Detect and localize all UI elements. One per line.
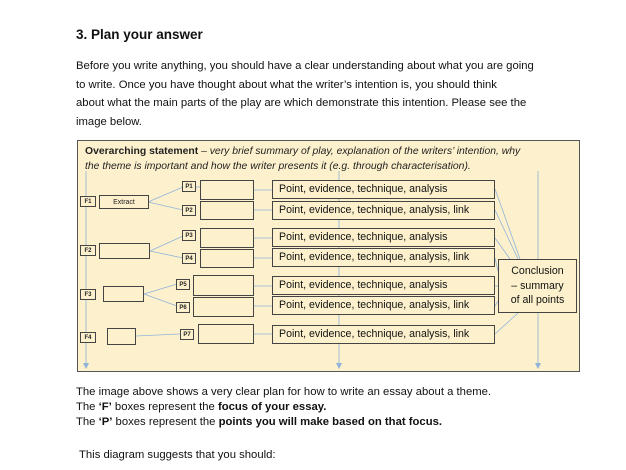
f-box: [107, 328, 136, 345]
explanation-line: [76, 415, 491, 430]
focus-text: focus of your essay.: [217, 401, 327, 413]
f-box-label: F1: [80, 196, 96, 207]
text: The: [76, 416, 99, 428]
intro-line: image below.: [76, 115, 142, 128]
p-box-label: P5: [176, 279, 190, 290]
intro-line: to write. Once you have thought about what the writer’s intention is, you should think: [76, 78, 497, 91]
p-box-label: P1: [182, 181, 196, 192]
point-box: Point, evidence, technique, analysis: [272, 180, 495, 199]
p-box: [193, 297, 254, 317]
point-box: Point, evidence, technique, analysis: [272, 276, 495, 295]
p-box-label: P7: [180, 329, 194, 340]
text: boxes represent the: [112, 416, 219, 428]
extract-box: [99, 195, 149, 209]
p-box: [200, 201, 254, 220]
p-box-label: P4: [182, 253, 196, 264]
point-box: Point, evidence, technique, analysis, link: [272, 325, 495, 344]
f-box-label: F2: [80, 245, 96, 256]
explanation-line: The image above shows a very clear plan for how to write an essay about a theme.: [76, 386, 492, 398]
extract-label: Extract: [113, 198, 135, 206]
f-box-label: F3: [80, 289, 96, 300]
intro-line: Before you write anything, you should have a clear understanding about what you are going: [76, 60, 534, 72]
overarching-statement: [85, 145, 575, 174]
section-heading: 3. Plan your answer: [76, 27, 203, 42]
f-box: [103, 286, 144, 302]
overarching-text-2: the theme is important and how the writer presents it (e.g. through characterisation).: [85, 160, 471, 172]
p-box-label: P3: [182, 230, 196, 241]
f-box-label: F4: [80, 332, 96, 343]
conclusion-line: Conclusion: [511, 265, 564, 277]
p-box-label: P2: [182, 205, 196, 216]
suggestion-line: This diagram suggests that you should:: [79, 449, 276, 461]
point-box: Point, evidence, technique, analysis, link: [272, 248, 495, 267]
intro-paragraph: [76, 57, 566, 131]
explanation-paragraph: [76, 385, 491, 430]
point-box: Point, evidence, technique, analysis: [272, 228, 495, 247]
text: The: [76, 401, 99, 413]
conclusion-box: [498, 259, 577, 313]
p-box: [200, 249, 254, 268]
overarching-label: Overarching statement: [85, 146, 199, 157]
intro-line: about what the main parts of the play are which demonstrate this intention. Please see the: [76, 97, 527, 110]
conclusion-line: of all points: [510, 294, 565, 306]
p-box: [200, 228, 254, 248]
p-box: [193, 275, 254, 296]
f-quote: ‘F’: [98, 401, 112, 413]
text: boxes represent the: [111, 401, 218, 413]
point-box: Point, evidence, technique, analysis, link: [272, 296, 495, 315]
overarching-text-1: – very brief summary of play, explanation of the writers’ intention, why: [198, 146, 521, 157]
p-box: [200, 180, 254, 200]
p-box: [198, 324, 254, 344]
conclusion-line: – summary: [511, 279, 564, 292]
explanation-line: [76, 400, 491, 415]
points-text: points you will make based on that focus.: [218, 416, 443, 428]
essay-plan-diagram: [77, 140, 580, 372]
point-box: Point, evidence, technique, analysis, link: [272, 201, 495, 220]
f-box: [99, 243, 150, 259]
p-quote: ‘P’: [98, 416, 113, 428]
p-box-label: P6: [176, 302, 190, 313]
